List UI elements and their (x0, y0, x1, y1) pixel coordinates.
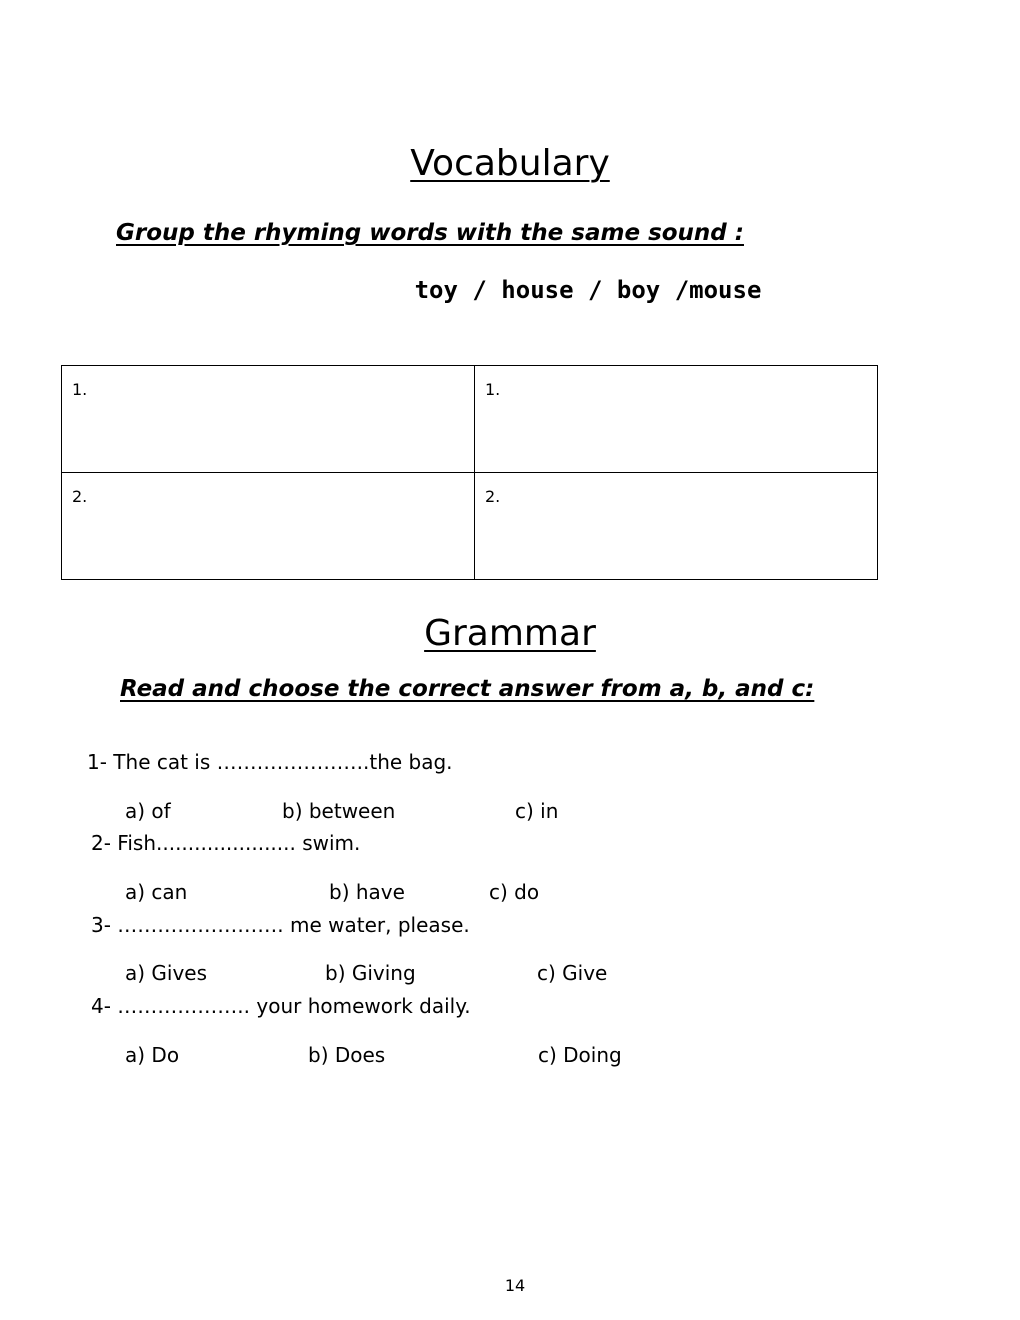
answer-cell[interactable]: 2. (475, 473, 878, 580)
question-4: 4- ……………….. your homework daily. (91, 994, 471, 1018)
question-1: 1- The cat is …………………..the bag. (87, 750, 453, 774)
word-bank: toy / house / boy /mouse (414, 276, 762, 304)
option-2a[interactable]: a) can (125, 880, 188, 904)
option-4c[interactable]: c) Doing (538, 1043, 622, 1067)
table-row (62, 366, 878, 473)
option-3c[interactable]: c) Give (537, 961, 608, 985)
answer-cell[interactable]: 1. (475, 366, 878, 473)
question-3: 3- ……………………. me water, please. (91, 913, 470, 937)
option-4a[interactable]: a) Do (125, 1043, 180, 1067)
option-1b[interactable]: b) between (282, 799, 396, 823)
grammar-instruction: Read and choose the correct answer from a, b, and c: (120, 676, 815, 702)
option-1a[interactable]: a) of (125, 799, 171, 823)
question-2: 2- Fish...................... swim. (91, 831, 361, 855)
option-1c[interactable]: c) in (515, 799, 559, 823)
vocabulary-instruction: Group the rhyming words with the same sound : (116, 220, 744, 246)
answer-cell[interactable]: 2. (62, 473, 475, 580)
rhyme-grouping-table (61, 365, 878, 580)
option-3a[interactable]: a) Gives (125, 961, 208, 985)
option-3b[interactable]: b) Giving (325, 961, 416, 985)
table-row (62, 473, 878, 580)
page-number: 14 (504, 1276, 526, 1295)
vocabulary-heading: Vocabulary (410, 143, 610, 184)
grammar-heading: Grammar (424, 613, 596, 654)
option-2b[interactable]: b) have (329, 880, 405, 904)
answer-cell[interactable]: 1. (62, 366, 475, 473)
option-2c[interactable]: c) do (489, 880, 540, 904)
option-4b[interactable]: b) Does (308, 1043, 386, 1067)
